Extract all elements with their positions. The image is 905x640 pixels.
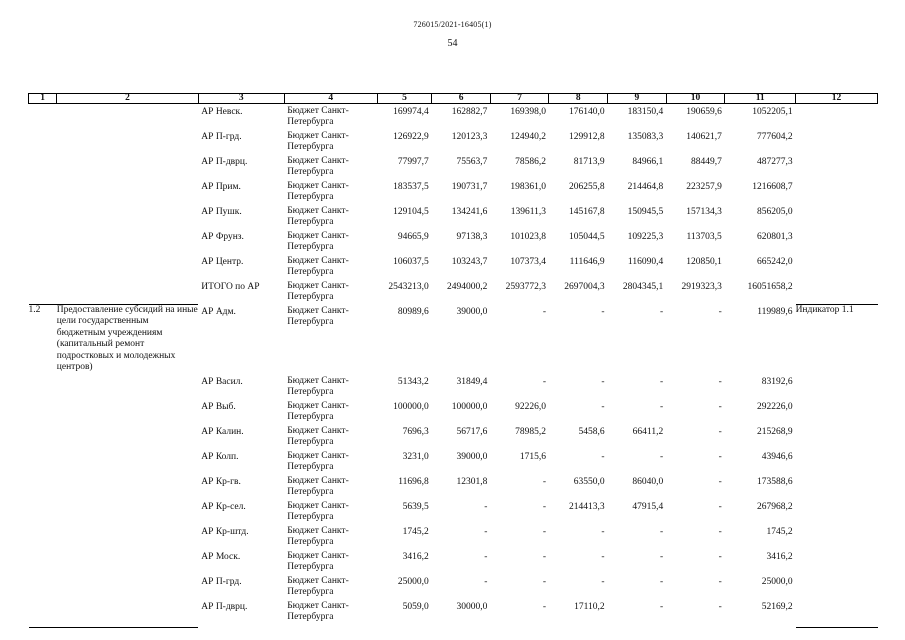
item-number-cell xyxy=(29,279,57,304)
value-cell: 25000,0 xyxy=(761,577,793,588)
value-cell: 126922,9 xyxy=(393,132,429,142)
indicator-cell xyxy=(796,499,878,524)
value-cell: - xyxy=(718,427,722,438)
item-description-cell xyxy=(57,104,199,130)
district-cell: АР Кр-штд. xyxy=(201,527,249,538)
item-number-cell xyxy=(29,254,57,279)
value-cell: 103243,7 xyxy=(451,257,488,267)
funding-source-cell: Бюджет Санкт-Петербурга xyxy=(287,401,349,422)
value-cell: - xyxy=(601,552,605,563)
item-description-cell xyxy=(57,129,199,154)
column-header: 8 xyxy=(549,94,608,104)
item-number-cell xyxy=(29,549,57,574)
table-row xyxy=(29,154,878,179)
item-description-cell xyxy=(57,599,199,627)
item-number-cell xyxy=(29,574,57,599)
indicator-cell xyxy=(796,424,878,449)
table-row xyxy=(29,179,878,204)
district-cell: АР Калин. xyxy=(201,427,244,438)
value-cell: 2919323,3 xyxy=(681,282,722,292)
table-row xyxy=(29,204,878,229)
table-row xyxy=(29,129,878,154)
funding-source-cell: Бюджет Санкт-Петербурга xyxy=(287,376,349,397)
value-cell: 1745,2 xyxy=(766,527,793,538)
value-cell: 214413,3 xyxy=(568,502,605,513)
item-description-cell xyxy=(57,399,199,424)
value-cell: 267968,2 xyxy=(756,502,793,513)
value-cell: 107373,4 xyxy=(510,257,546,267)
district-cell: АР Прим. xyxy=(201,182,241,192)
value-cell: 30000,0 xyxy=(456,602,488,613)
value-cell: - xyxy=(660,402,664,413)
value-cell: - xyxy=(484,502,488,513)
table-body xyxy=(29,104,878,628)
funding-source-cell: Бюджет Санкт-Петербурга xyxy=(287,526,349,547)
item-number-cell xyxy=(29,524,57,549)
table-row xyxy=(29,229,878,254)
column-header: 12 xyxy=(796,94,878,104)
column-header: 2 xyxy=(57,94,199,104)
item-number-cell xyxy=(29,399,57,424)
value-cell: 1216608,7 xyxy=(752,182,793,192)
item-description-cell xyxy=(57,179,199,204)
funding-source-cell: Бюджет Санкт-Петербурга xyxy=(287,426,349,447)
value-cell: - xyxy=(601,527,605,538)
value-cell: - xyxy=(484,527,488,538)
district-cell: АР П-дврц. xyxy=(201,602,248,613)
value-cell: 84966,1 xyxy=(632,157,664,167)
value-cell: 106037,5 xyxy=(393,257,429,267)
value-cell: 43946,6 xyxy=(761,452,793,463)
value-cell: 63550,0 xyxy=(573,477,605,488)
value-cell: 66411,2 xyxy=(632,427,664,438)
value-cell: - xyxy=(484,577,488,588)
table-row xyxy=(29,424,878,449)
value-cell: 12301,8 xyxy=(456,477,488,488)
value-cell: - xyxy=(542,377,546,388)
indicator-cell xyxy=(796,279,878,304)
item-description-cell xyxy=(57,574,199,599)
value-cell: 487277,3 xyxy=(756,157,793,167)
value-cell: 183150,4 xyxy=(627,107,664,117)
indicator-cell xyxy=(796,129,878,154)
funding-source-cell: Бюджет Санкт-Петербурга xyxy=(287,476,349,497)
value-cell: 2543213,0 xyxy=(388,282,429,292)
value-cell: 183537,5 xyxy=(393,182,429,192)
value-cell: - xyxy=(718,477,722,488)
item-description-cell xyxy=(57,449,199,474)
value-cell: 97138,3 xyxy=(456,232,488,242)
funding-source-cell: Бюджет Санкт-Петербурга xyxy=(287,181,349,202)
item-description-cell xyxy=(57,499,199,524)
value-cell: - xyxy=(660,577,664,588)
page-number: 54 xyxy=(447,38,458,49)
value-cell: - xyxy=(601,377,605,388)
value-cell: - xyxy=(660,377,664,388)
table-row xyxy=(29,374,878,399)
value-cell: - xyxy=(660,452,664,463)
value-cell: 145167,8 xyxy=(568,207,605,217)
value-cell: 51343,2 xyxy=(397,377,429,388)
value-cell: 214464,8 xyxy=(627,182,664,192)
value-cell: 173588,6 xyxy=(756,477,793,488)
item-number-cell xyxy=(29,599,57,627)
value-cell: 105044,5 xyxy=(568,232,605,242)
value-cell: 169974,4 xyxy=(393,107,429,117)
table-row xyxy=(29,524,878,549)
value-cell: - xyxy=(718,502,722,513)
value-cell: 157134,3 xyxy=(686,207,722,217)
value-cell: 140621,7 xyxy=(686,132,722,142)
funding-source-cell: Бюджет Санкт-Петербурга xyxy=(287,106,349,127)
table-header-row xyxy=(29,94,878,104)
funding-source-cell: Бюджет Санкт-Петербурга xyxy=(287,451,349,472)
table-row xyxy=(29,279,878,304)
value-cell: - xyxy=(660,527,664,538)
value-cell: 2697004,3 xyxy=(564,282,605,292)
value-cell: - xyxy=(601,577,605,588)
value-cell: - xyxy=(718,602,722,613)
value-cell: 94665,9 xyxy=(397,232,429,242)
item-description-cell xyxy=(57,549,199,574)
value-cell: 11696,8 xyxy=(398,477,429,488)
indicator-cell: Индикатор 1.1 xyxy=(796,304,878,374)
value-cell: 665242,0 xyxy=(756,257,793,267)
item-description-cell xyxy=(57,424,199,449)
value-cell: 5059,0 xyxy=(402,602,429,613)
district-cell: АР Выб. xyxy=(201,402,236,413)
value-cell: 1715,6 xyxy=(519,452,546,463)
district-cell: АР Кр-гв. xyxy=(201,477,241,488)
item-number-cell xyxy=(29,374,57,399)
value-cell: 92226,0 xyxy=(515,402,546,413)
table-row xyxy=(29,104,878,130)
funding-source-cell: Бюджет Санкт-Петербурга xyxy=(287,281,349,302)
value-cell: 129912,8 xyxy=(568,132,605,142)
value-cell: 176140,0 xyxy=(568,107,605,117)
value-cell: 215268,9 xyxy=(756,427,793,438)
funding-source-cell: Бюджет Санкт-Петербурга xyxy=(287,231,349,252)
column-header: 7 xyxy=(490,94,549,104)
value-cell: 100000,0 xyxy=(451,402,488,413)
district-cell: АР П-грд. xyxy=(201,132,242,142)
item-description-cell xyxy=(57,374,199,399)
district-cell: АР Кр-сел. xyxy=(201,502,246,513)
funding-source-cell: Бюджет Санкт-Петербурга xyxy=(287,206,349,227)
column-header: 3 xyxy=(198,94,284,104)
value-cell: 120850,1 xyxy=(686,257,722,267)
value-cell: 206255,8 xyxy=(568,182,605,192)
value-cell: 198361,0 xyxy=(510,182,546,192)
value-cell: 17110,2 xyxy=(574,602,605,613)
value-cell: 80989,6 xyxy=(397,307,429,317)
value-cell: 113703,5 xyxy=(686,232,722,242)
district-cell: АР Колп. xyxy=(201,452,239,463)
funding-source-cell: Бюджет Санкт-Петербурга xyxy=(287,156,349,177)
table-row xyxy=(29,474,878,499)
value-cell: 856205,0 xyxy=(756,207,793,217)
value-cell: 135083,3 xyxy=(627,132,664,142)
value-cell: 129104,5 xyxy=(393,207,429,217)
indicator-cell xyxy=(796,399,878,424)
district-cell: АР Адм. xyxy=(201,307,236,317)
value-cell: 39000,0 xyxy=(456,452,488,463)
value-cell: - xyxy=(660,307,664,317)
table-row xyxy=(29,399,878,424)
funding-source-cell: Бюджет Санкт-Петербурга xyxy=(287,601,349,622)
value-cell: 101023,8 xyxy=(510,232,546,242)
value-cell: 150945,5 xyxy=(627,207,664,217)
value-cell: 162882,7 xyxy=(451,107,488,117)
value-cell: 78985,2 xyxy=(515,427,546,438)
indicator-cell xyxy=(796,449,878,474)
column-header: 6 xyxy=(432,94,491,104)
funding-source-cell: Бюджет Санкт-Петербурга xyxy=(287,551,349,572)
value-cell: 292226,0 xyxy=(756,402,793,413)
table-row xyxy=(29,499,878,524)
indicator-cell xyxy=(796,229,878,254)
value-cell: - xyxy=(718,552,722,563)
value-cell: - xyxy=(542,477,546,488)
value-cell: 190659,6 xyxy=(686,107,722,117)
column-header: 11 xyxy=(725,94,796,104)
indicator-cell xyxy=(796,154,878,179)
value-cell: 120123,3 xyxy=(451,132,488,142)
indicator-cell xyxy=(796,599,878,627)
value-cell: 86040,0 xyxy=(632,477,664,488)
value-cell: - xyxy=(601,452,605,463)
value-cell: 39000,0 xyxy=(456,307,488,317)
value-cell: 75563,7 xyxy=(456,157,488,167)
indicator-cell xyxy=(796,549,878,574)
value-cell: 1745,2 xyxy=(402,527,429,538)
indicator-cell xyxy=(796,204,878,229)
value-cell: 111646,9 xyxy=(569,257,605,267)
item-number-cell xyxy=(29,229,57,254)
value-cell: - xyxy=(542,577,546,588)
value-cell: 78586,2 xyxy=(515,157,546,167)
value-cell: 1052205,1 xyxy=(752,107,793,117)
funding-source-cell: Бюджет Санкт-Петербурга xyxy=(287,501,349,522)
district-cell: АР Центр. xyxy=(201,257,244,267)
value-cell: 139611,3 xyxy=(510,207,546,217)
item-number-cell xyxy=(29,154,57,179)
column-header: 4 xyxy=(284,94,377,104)
value-cell: 109225,3 xyxy=(627,232,664,242)
item-description-cell: Предоставление субсидий на иные цели государственным бюджетным учреждениям (капитальный ремонт подростковых и молодежных центров) xyxy=(56,304,198,373)
item-number-cell xyxy=(29,424,57,449)
district-cell: АР Моск. xyxy=(201,552,241,563)
value-cell: 31849,4 xyxy=(456,377,488,388)
indicator-cell xyxy=(796,524,878,549)
table-row xyxy=(29,599,878,627)
document-id: 726015/2021-16405(1) xyxy=(413,20,492,29)
item-description-cell xyxy=(57,204,199,229)
value-cell: 52169,2 xyxy=(761,602,793,613)
district-cell: АР Пушк. xyxy=(201,207,242,217)
district-cell: АР П-грд. xyxy=(201,577,242,588)
indicator-cell xyxy=(796,374,878,399)
value-cell: 3231,0 xyxy=(402,452,429,463)
value-cell: - xyxy=(718,527,722,538)
item-description-cell xyxy=(57,474,199,499)
value-cell: 119989,6 xyxy=(757,307,793,317)
value-cell: - xyxy=(718,377,722,388)
value-cell: - xyxy=(542,307,546,317)
value-cell: - xyxy=(601,402,605,413)
funding-source-cell: Бюджет Санкт-Петербурга xyxy=(287,306,349,327)
item-number-cell xyxy=(29,179,57,204)
item-description-cell xyxy=(57,254,199,279)
value-cell: 2804345,1 xyxy=(622,282,664,292)
value-cell: 777604,2 xyxy=(756,132,793,142)
value-cell: 190731,7 xyxy=(451,182,488,192)
district-cell: АР Невск. xyxy=(201,107,243,117)
value-cell: - xyxy=(718,402,722,413)
value-cell: 3416,2 xyxy=(402,552,429,563)
indicator-cell xyxy=(796,254,878,279)
funding-source-cell: Бюджет Санкт-Петербурга xyxy=(287,131,349,152)
value-cell: 88449,7 xyxy=(690,157,722,167)
value-cell: 77997,7 xyxy=(397,157,429,167)
indicator-cell xyxy=(796,179,878,204)
district-cell: АР Фрунз. xyxy=(201,232,244,242)
value-cell: 620801,3 xyxy=(756,232,793,242)
value-cell: - xyxy=(542,602,546,613)
district-cell: ИТОГО по АР xyxy=(201,282,260,292)
item-number-cell xyxy=(29,129,57,154)
budget-table xyxy=(28,93,878,628)
table-row xyxy=(29,449,878,474)
value-cell: 124940,2 xyxy=(510,132,546,142)
value-cell: - xyxy=(660,552,664,563)
column-header: 1 xyxy=(29,94,57,104)
value-cell: 100000,0 xyxy=(393,402,429,413)
value-cell: 2593772,3 xyxy=(505,282,546,292)
value-cell: 169398,0 xyxy=(510,107,546,117)
district-cell: АР Васил. xyxy=(201,377,243,388)
value-cell: - xyxy=(718,307,722,317)
item-number-cell: 1.2 xyxy=(29,304,57,374)
value-cell: 47915,4 xyxy=(632,502,664,513)
indicator-cell xyxy=(796,104,878,130)
item-number-cell xyxy=(29,104,57,130)
value-cell: - xyxy=(542,552,546,563)
value-cell: 134241,6 xyxy=(451,207,488,217)
item-description-cell xyxy=(57,279,199,304)
value-cell: - xyxy=(718,452,722,463)
value-cell: - xyxy=(542,502,546,513)
item-number-cell xyxy=(29,499,57,524)
table-row xyxy=(29,549,878,574)
funding-source-cell: Бюджет Санкт-Петербурга xyxy=(287,256,349,277)
value-cell: 5639,5 xyxy=(402,502,429,513)
item-description-cell xyxy=(57,229,199,254)
value-cell: - xyxy=(484,552,488,563)
value-cell: 3416,2 xyxy=(766,552,793,563)
value-cell: - xyxy=(542,527,546,538)
column-header: 10 xyxy=(666,94,725,104)
value-cell: 56717,6 xyxy=(456,427,488,438)
value-cell: 25000,0 xyxy=(397,577,429,588)
table-row xyxy=(29,574,878,599)
table-row xyxy=(29,304,878,374)
item-number-cell xyxy=(29,474,57,499)
item-description-cell xyxy=(57,154,199,179)
value-cell: 2494000,2 xyxy=(447,282,488,292)
item-number-cell xyxy=(29,449,57,474)
column-header: 5 xyxy=(377,94,432,104)
value-cell: 223257,9 xyxy=(686,182,722,192)
district-cell: АР П-дврц. xyxy=(201,157,248,167)
value-cell: 16051658,2 xyxy=(747,282,793,292)
column-header: 9 xyxy=(608,94,667,104)
value-cell: 83192,6 xyxy=(761,377,793,388)
table-row xyxy=(29,254,878,279)
item-number-cell xyxy=(29,204,57,229)
item-description-cell xyxy=(57,524,199,549)
value-cell: - xyxy=(660,602,664,613)
value-cell: 7696,3 xyxy=(402,427,429,438)
value-cell: 81713,9 xyxy=(573,157,605,167)
indicator-cell xyxy=(796,574,878,599)
value-cell: - xyxy=(718,577,722,588)
funding-source-cell: Бюджет Санкт-Петербурга xyxy=(287,576,349,597)
value-cell: 116090,4 xyxy=(627,257,664,267)
value-cell: - xyxy=(601,307,605,317)
indicator-cell xyxy=(796,474,878,499)
value-cell: 5458,6 xyxy=(578,427,605,438)
